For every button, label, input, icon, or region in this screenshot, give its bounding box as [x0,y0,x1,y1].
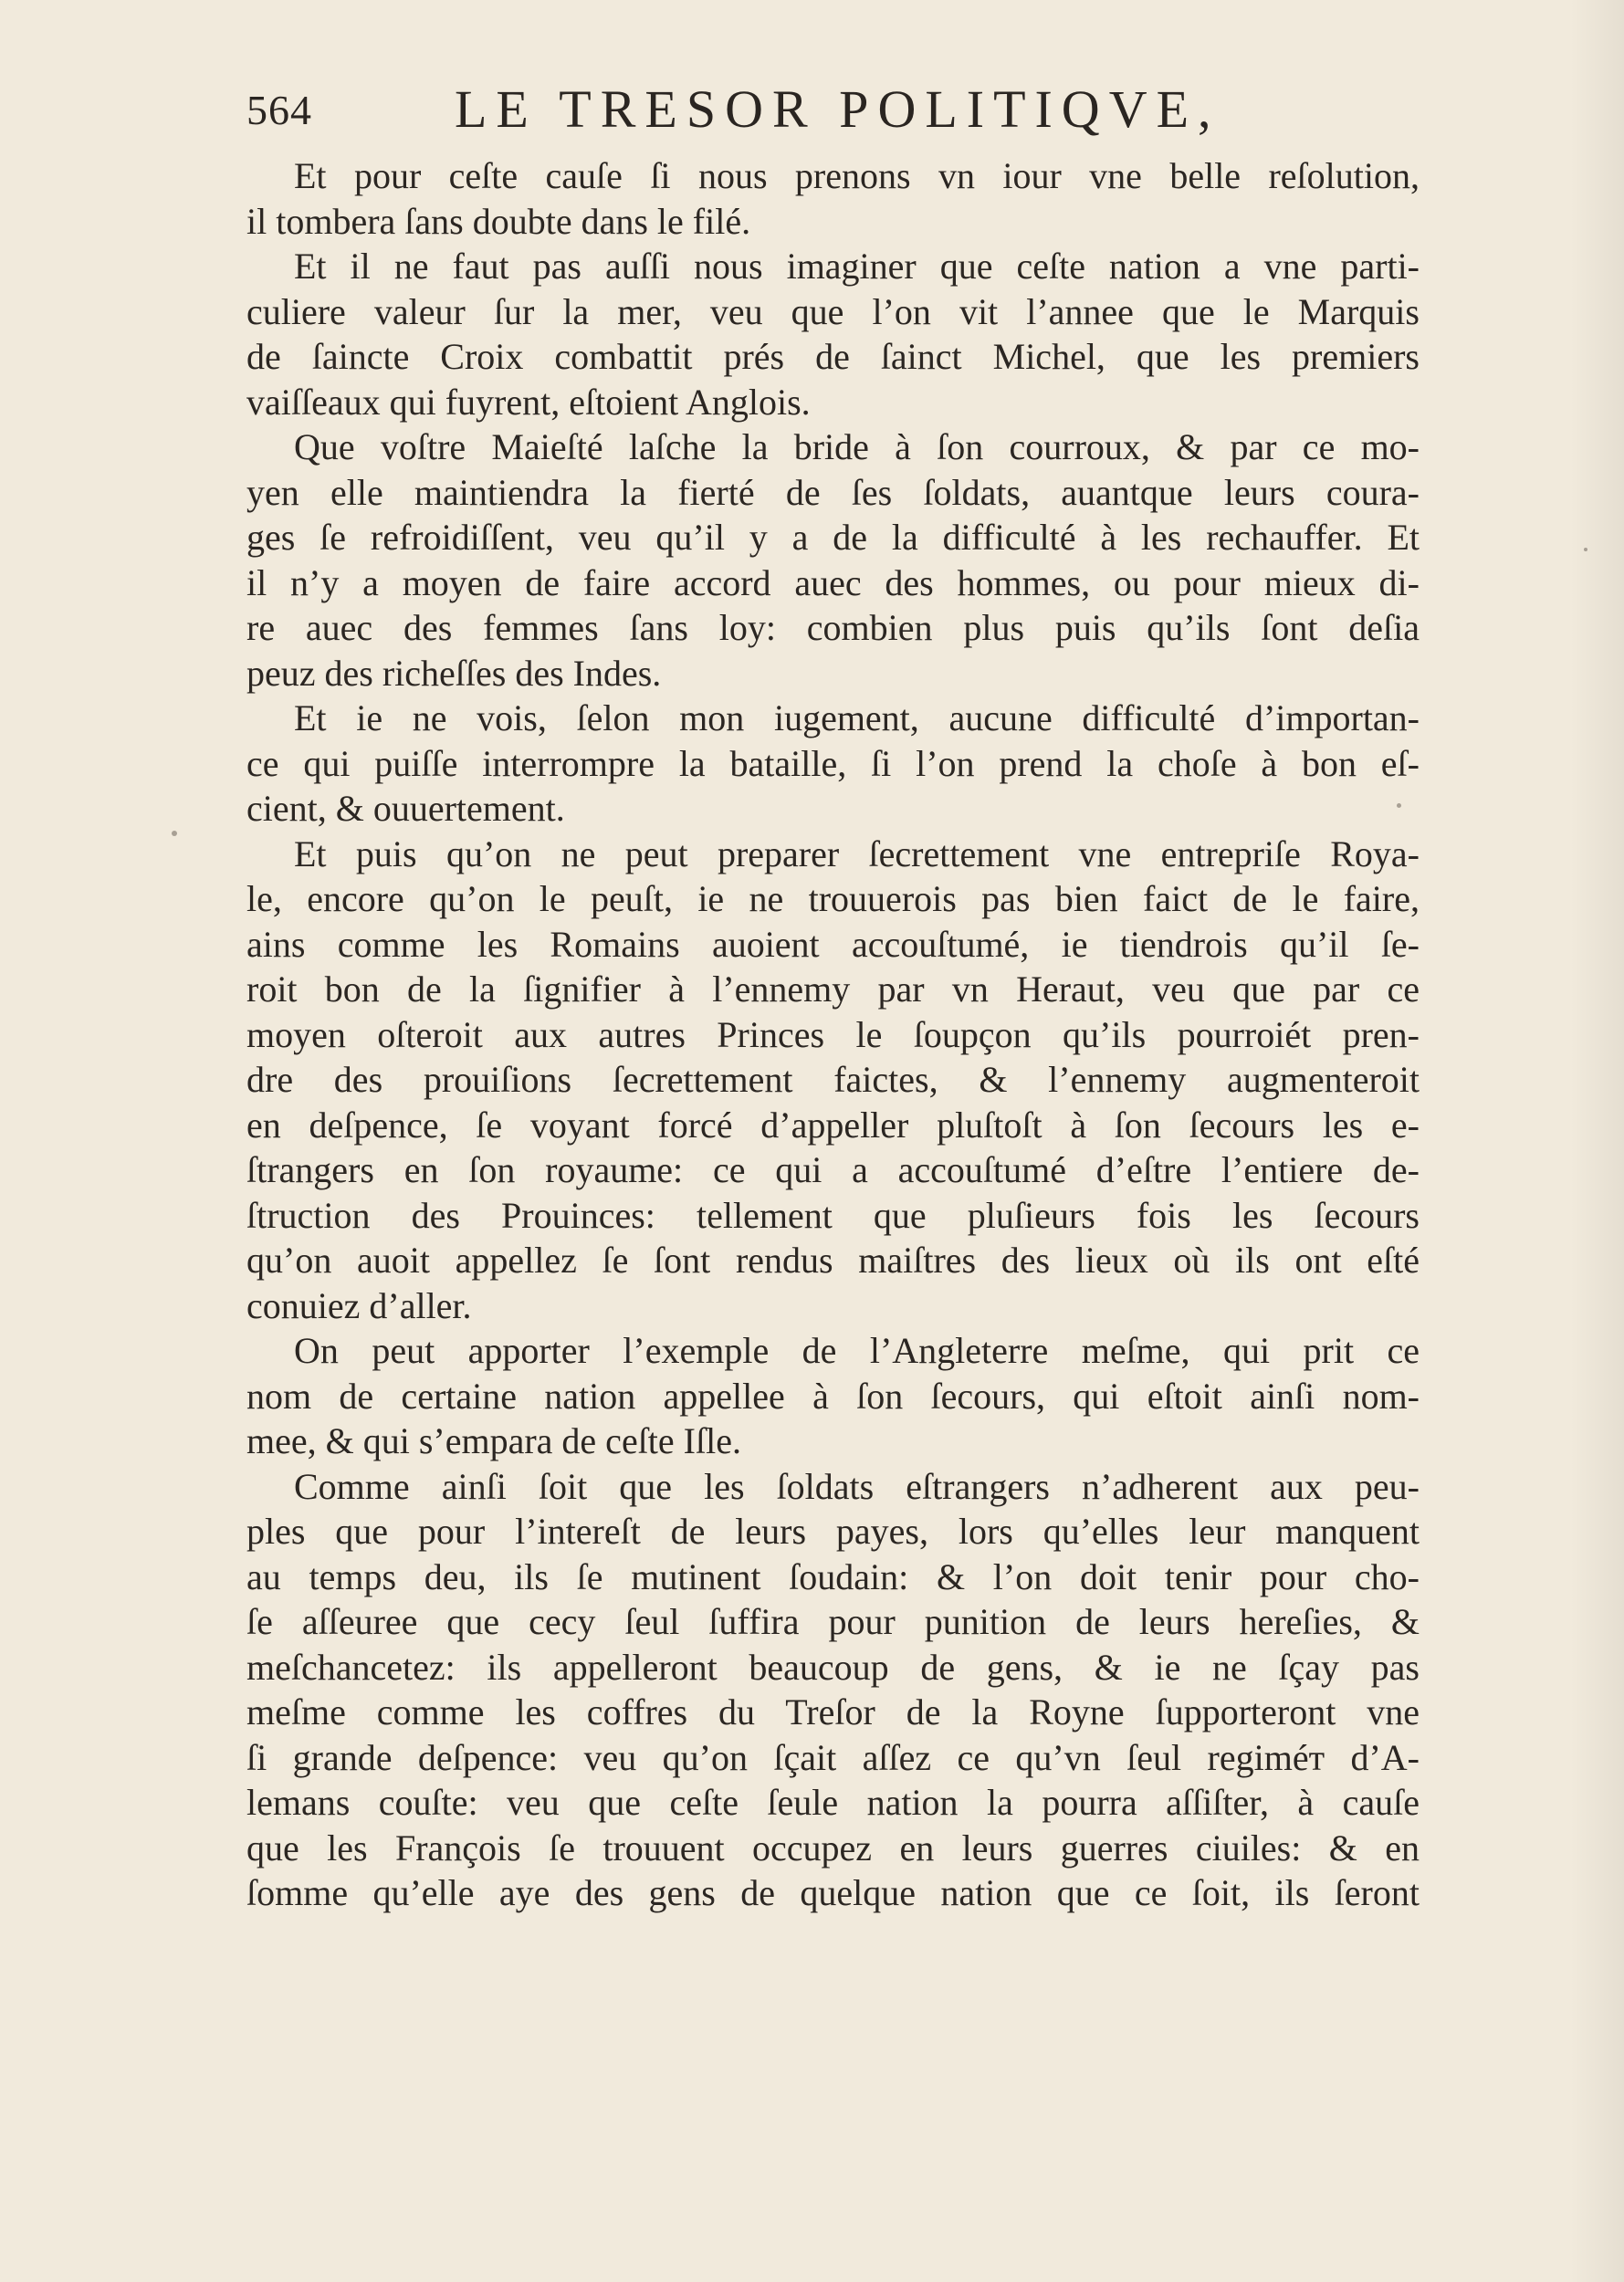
text-line: Que voſtre Maieſté laſche la bride à ſon courroux, & par ce mo- [294,426,1420,467]
text-line: Comme ainſi ſoit que les ſoldats eſtrangers n’adherent aux peu- [294,1465,1420,1507]
text-line: vaiſſeaux qui fuyrent, eſtoient Anglois. [246,381,811,423]
text-line: yen elle maintiendra la fierté de ſes ſoldats, auantque leurs coura- [246,471,1420,513]
text-line: ges ſe refroidiſſent, veu qu’il y a de la difficulté à les rechauffer. Et [246,517,1420,558]
text-line: qu’on auoit appellez ſe ſont rendus maiſtres des lieux où ils ont eſté [246,1240,1420,1281]
text-line: ples que pour l’intereſt de leurs payes, lors qu’elles leur manquent [246,1511,1420,1552]
text-line: Et ie ne vois, ſelon mon iugement, aucune difficulté d’importan- [294,697,1420,738]
body-text [246,153,1420,1916]
text-line: peuz des richeſſes des Indes. [246,652,662,694]
page-header [246,79,1433,142]
text-line: cient, & ouuertement. [246,788,565,829]
text-line: dre des prouiſions ſecrettement faictes, & l’ennemy augmenteroit [246,1059,1420,1100]
text-line: mee, & qui s’empara de ceſte Iſle. [246,1420,741,1461]
ink-speck [1397,803,1401,808]
text-line: le, encore qu’on le peuſt, ie ne trouuerois pas bien faict de le faire, [246,878,1420,919]
text-line: en deſpence, ſe voyant forcé d’appeller pluſtoſt à ſon ſecours les e- [246,1104,1420,1146]
text-line: roit bon de la ſignifier à l’ennemy par vn Heraut, veu que par ce [246,968,1420,1010]
text-line: nom de certaine nation appellee à ſon ſecours, qui eſtoit ainſi nom- [246,1375,1420,1417]
text-line: conuiez d’aller. [246,1284,472,1326]
text-line: culiere valeur ſur la mer, veu que l’on vit l’annee que le Marquis [246,290,1420,332]
running-title: LE TRESOR POLITIQVE, [455,79,1221,139]
text-line: de ſaincte Croix combattit prés de ſainct Michel, que les premiers [246,336,1420,377]
text-line: moyen oſteroit aux autres Princes le ſoupçon qu’ils pourroiét pren- [246,1013,1420,1055]
text-line: ſtrangers en ſon royaume: ce qui a accouſtumé d’eſtre l’entiere de- [246,1149,1420,1190]
text-line: ſe aſſeuree que cecy ſeul ſuffira pour punition de leurs hereſies, & [246,1601,1420,1642]
text-line: meſchancetez: ils appelleront beaucoup de gens, & ie ne ſçay pas [246,1646,1420,1688]
text-line: ains comme les Romains auoient accouſtumé, ie tiendrois qu’il ſe- [246,923,1420,965]
text-line: au temps deu, ils ſe mutinent ſoudain: & l’on doit tenir pour cho- [246,1555,1420,1597]
text-line: Et pour ceſte cauſe ſi nous prenons vn iour vne belle reſolution, [294,155,1420,196]
text-line: il n’y a moyen de faire accord auec des hommes, ou pour mieux di- [246,561,1420,603]
text-line: re auec des femmes ſans loy: combien plus puis qu’ils ſont deſia [246,607,1420,648]
text-line: ce qui puiſſe interrompre la bataille, ſi l’on prend la choſe à bon eſ- [246,742,1420,784]
ink-speck [1584,548,1587,551]
text-line: ſomme qu’elle aye des gens de quelque nation que ce ſoit, ils ſeront [246,1872,1420,1913]
text-line: Et il ne faut pas auſſi nous imaginer que ceſte nation a vne parti- [294,246,1420,287]
text-line: il tombera ſans doubte dans le filé. [246,200,751,242]
text-line: Et puis qu’on ne peut preparer ſecrettement vne entrepriſe Roya- [294,832,1420,874]
page-edge-shadow [1569,0,1624,2282]
text-line: On peut apporter l’exemple de l’Angleterre meſme, qui prit ce [294,1330,1420,1371]
page-number: 564 [246,87,312,133]
text-line: que les François ſe trouuent occupez en leurs guerres ciuiles: & en [246,1827,1420,1869]
text-line: ſtruction des Prouinces: tellement que pluſieurs fois les ſecours [246,1194,1420,1236]
text-line: ſi grande deſpence: veu qu’on ſçait aſſez ce qu’vn ſeul regiméт d’A- [246,1736,1420,1778]
text-line: meſme comme les coffres du Treſor de la Royne ſupporteront vne [246,1691,1420,1732]
text-line: lemans couſte: veu que ceſte ſeule nation la pourra aſſiſter, à cauſe [246,1782,1420,1823]
ink-speck [172,831,177,836]
